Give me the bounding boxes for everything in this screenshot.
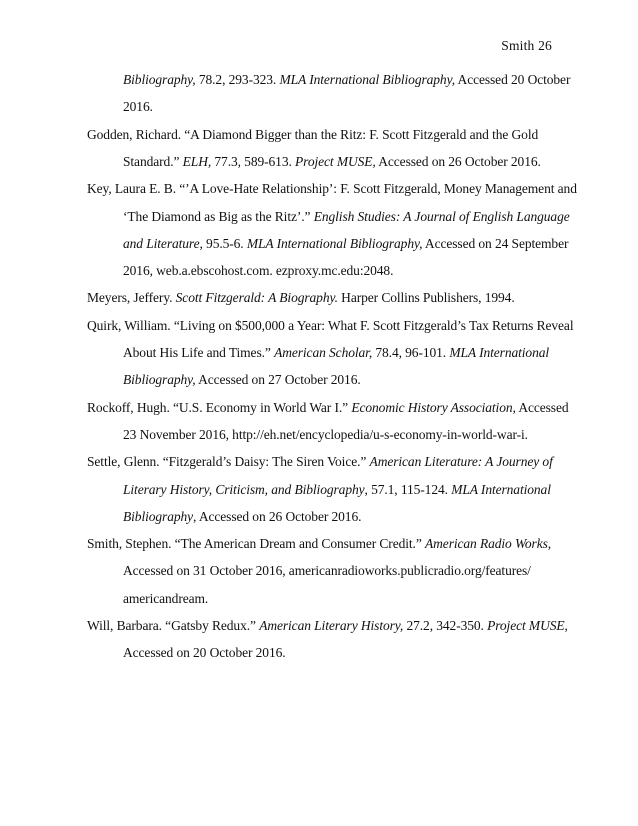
text-segment: Accessed on 26 October 2016.	[375, 153, 541, 169]
text-segment: 23 November 2016, http://eh.net/encyclopedia/u-s-economy-in-world-war-i.	[123, 426, 528, 442]
text-segment: 78.2, 293-323.	[195, 72, 280, 87]
text-segment: Harper Collins Publishers, 1994.	[337, 290, 515, 306]
entry-first-line	[87, 400, 569, 416]
text-segment: , 57.1, 115-124.	[364, 481, 452, 497]
text-segment: , Accessed on 26 October 2016.	[193, 508, 362, 524]
italic-title-segment: and Literature,	[123, 235, 203, 251]
italic-title-segment: Literary History, Criticism, and Bibliography	[123, 481, 365, 497]
entry-first-line	[87, 536, 551, 552]
entry-first-line	[87, 127, 538, 143]
text-segment: Quirk, William. “Living on $500,000 a Year: What F. Scott Fitzgerald’s Tax Returns Reveal	[87, 317, 574, 333]
italic-title-segment: MLA International Bibliography,	[279, 72, 456, 87]
entry-first-line	[87, 318, 573, 334]
italic-title-segment: MLA International	[451, 481, 551, 497]
italic-title-segment: American Literature: A Journey of	[369, 454, 553, 470]
italic-title-segment: English Studies: A Journal of English Language	[313, 208, 570, 224]
text-segment: 78.4, 96-101.	[372, 345, 450, 360]
text-segment: Accessed on 27 October 2016.	[195, 372, 361, 388]
text-segment: Godden, Richard. “A Diamond Bigger than the Ritz: F. Scott Fitzgerald and the Gold	[87, 126, 539, 142]
italic-title-segment: Project MUSE,	[295, 153, 376, 169]
entry-continuation-line	[123, 591, 208, 607]
entry-continuation-line	[123, 509, 361, 525]
text-segment: Accessed on 20 October 2016.	[123, 645, 286, 661]
text-segment: 95.5-6.	[202, 235, 247, 251]
text-segment: 2016.	[123, 99, 153, 115]
entry-continuation-line	[123, 645, 286, 661]
italic-title-segment: Project MUSE	[487, 618, 565, 633]
text-segment: Meyers, Jeffery.	[87, 290, 176, 306]
entry-continuation-line	[123, 345, 549, 361]
entry-continuation-line	[123, 563, 531, 579]
entry-first-line	[87, 454, 553, 470]
text-segment: Accessed on 24 September	[422, 235, 569, 251]
text-segment: Standard.”	[123, 153, 183, 169]
entry-first-line	[87, 618, 568, 634]
text-segment: About His Life and Times.”	[123, 345, 275, 360]
text-segment: 77.3, 589-613.	[211, 153, 296, 169]
text-segment: Accessed	[515, 399, 569, 415]
italic-title-segment: American Scholar,	[274, 345, 373, 360]
entry-continuation-line	[123, 209, 570, 225]
text-segment: Will, Barbara. “Gatsby Redux.”	[87, 618, 260, 633]
entry-continuation-line	[123, 263, 393, 279]
italic-title-segment: American Radio Works,	[425, 536, 552, 552]
entry-first-line	[87, 290, 515, 306]
italic-title-segment: Bibliography	[123, 508, 194, 524]
italic-title-segment: Scott Fitzgerald: A Biography.	[175, 290, 338, 306]
italic-title-segment: Bibliography,	[123, 72, 196, 87]
text-segment: Key, Laura E. B. “’A Love-Hate Relationship’: F. Scott Fitzgerald, Money Management and	[87, 181, 577, 197]
text-segment: ,	[564, 618, 568, 633]
text-segment: Settle, Glenn. “Fitzgerald’s Daisy: The Siren Voice.”	[87, 454, 370, 470]
entry-continuation-line	[123, 236, 568, 252]
entry-continuation-line	[123, 372, 361, 388]
text-segment: ‘The Diamond as Big as the Ritz’.”	[123, 208, 314, 224]
text-segment: Smith, Stephen. “The American Dream and Consumer Credit.”	[87, 536, 425, 552]
text-segment: Accessed 20 October	[455, 72, 571, 87]
text-segment: Accessed on 31 October 2016, americanradioworks.publicradio.org/features/	[123, 563, 531, 579]
text-segment: 2016, web.a.ebscohost.com. ezproxy.mc.edu:2048.	[123, 263, 394, 279]
running-head: Smith 26	[501, 38, 552, 53]
italic-title-segment: Bibliography,	[123, 372, 196, 388]
text-segment: Rockoff, Hugh. “U.S. Economy in World War I.”	[87, 399, 352, 415]
italic-title-segment: ELH,	[182, 153, 212, 169]
italic-title-segment: MLA International	[449, 345, 550, 360]
entry-first-line	[87, 181, 577, 197]
italic-title-segment: MLA International Bibliography,	[246, 235, 423, 251]
text-segment: americandream.	[123, 590, 209, 606]
italic-title-segment: Economic History Association,	[351, 399, 516, 415]
entry-continuation-line	[123, 427, 528, 443]
entry-continuation-line	[123, 72, 570, 88]
entry-continuation-line	[123, 482, 551, 498]
text-segment: 27.2, 342-350.	[403, 618, 488, 633]
italic-title-segment: American Literary History,	[259, 618, 404, 633]
entry-continuation-line	[123, 154, 541, 170]
entry-continuation-line	[123, 99, 153, 115]
